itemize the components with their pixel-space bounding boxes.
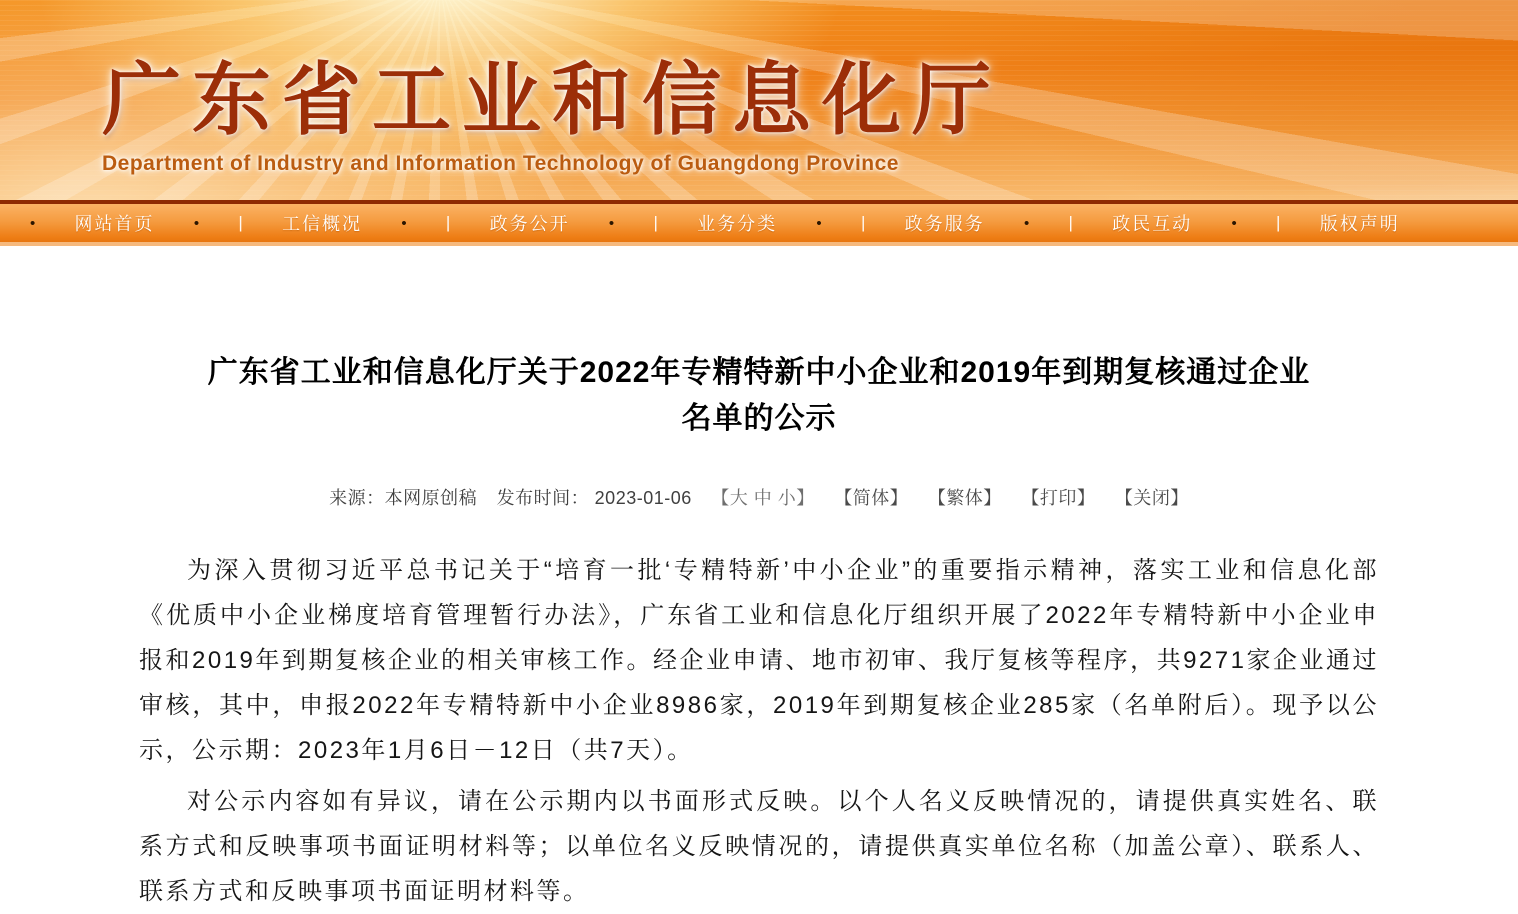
print-button[interactable]: 【打印】 — [1021, 488, 1096, 508]
nav-item-interaction[interactable]: 政民互动 — [1112, 214, 1193, 234]
article-title — [139, 350, 1379, 442]
nav-bullet-icon: • — [608, 214, 615, 232]
article-content — [139, 246, 1379, 914]
close-button[interactable]: 【关闭】 — [1114, 488, 1189, 508]
nav-item-copyright[interactable]: 版权声明 — [1319, 214, 1400, 234]
nav-item-home[interactable]: 网站首页 — [74, 214, 155, 234]
simplified-button[interactable]: 【简体】 — [834, 488, 909, 508]
nav-item-gov-services[interactable]: 政务服务 — [904, 214, 985, 234]
nav-separator: | — [1068, 213, 1073, 232]
nav-bullet-icon: • — [30, 214, 36, 232]
font-size-control[interactable]: 【大 中 小】 — [711, 488, 815, 508]
traditional-button[interactable]: 【繁体】 — [927, 488, 1002, 508]
nav-separator: | — [653, 213, 658, 232]
paragraph-2: 对公示内容如有异议，请在公示期内以书面形式反映。以个人名义反映情况的，请提供真实姓名、联系方式和反映事项书面证明材料等；以单位名义反映情况的，请提供真实单位名称（加盖公章）、联系人、联系方式和反映事项书面证明材料等。 — [139, 788, 1379, 905]
nav-separator: | — [238, 213, 243, 232]
nav-bullet-icon: • — [401, 214, 407, 232]
source-label: 来源：本网原创稿 — [329, 488, 478, 508]
nav-separator: | — [445, 213, 451, 232]
article-body — [139, 548, 1379, 914]
main-nav — [0, 204, 1518, 246]
paragraph-1: 为深入贯彻习近平总书记关于“培育一批‘专精特新’中小企业”的重要指示精神，落实工业和信息化部《优质中小企业梯度培育管理暂行办法》，广东省工业和信息化厅组织开展了2022年专精特新中小企业申报和2019年到期复核企业的相关审核工作。经企业申请、地市初审、我厅复核等程序，共9271家企业通过审核，其中，申报2022年专精特新中小企业8986家，2019年到期复核企业285家（名单附后）。现予以公示，公示期：2023年1月6日－12日（共7天）。 — [139, 557, 1379, 764]
nav-bullet-icon: • — [1231, 214, 1237, 232]
nav-item-overview[interactable]: 工信概况 — [282, 214, 363, 234]
nav-separator: | — [1276, 213, 1281, 232]
nav-separator: | — [860, 213, 866, 232]
article-meta — [139, 484, 1379, 510]
publish-time: 发布时间： 2023-01-06 — [496, 488, 692, 508]
nav-bullet-icon: • — [1023, 214, 1030, 232]
article-title-line-1: 广东省工业和信息化厅关于2022年专精特新中小企业和2019年到期复核通过企业 — [207, 356, 1311, 389]
site-title: 广东省工业和信息化厅 — [102, 55, 1002, 144]
article-title-line-2: 名单的公示 — [681, 402, 837, 435]
site-subtitle-en: Department of Industry and Information Technology of Guangdong Province — [102, 152, 899, 175]
nav-item-gov-disclosure[interactable]: 政务公开 — [489, 214, 570, 234]
nav-item-business-categories[interactable]: 业务分类 — [697, 214, 778, 234]
site-banner — [0, 0, 1518, 204]
nav-bullet-icon: • — [193, 214, 200, 232]
nav-bullet-icon: • — [816, 214, 822, 232]
